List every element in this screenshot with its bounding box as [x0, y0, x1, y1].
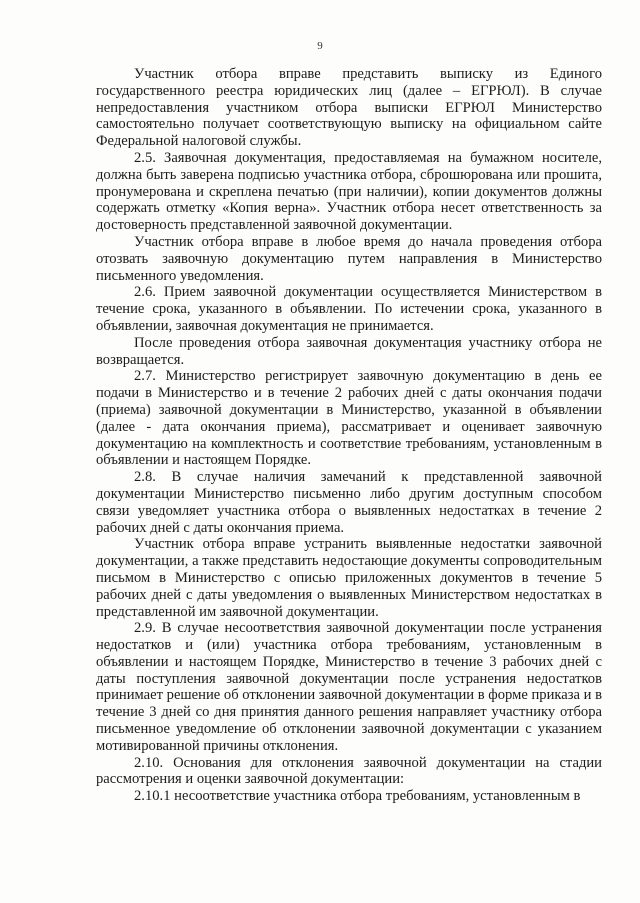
- paragraph-2-10: 2.10. Основания для отклонения заявочной документации на стадии рассмотрения и оценки заявочной документации:: [96, 754, 602, 788]
- paragraph-2-5: 2.5. Заявочная документация, предоставляемая на бумажном носителе, должна быть заверена подписью участника отбора, сброшюрована или прошита, пронумерована и скреплена печатью (при наличии), копии документов должны содержать отметку «Копия верна». Участник отбора несет ответственность за достоверность представленной заявочной документации.: [96, 149, 602, 234]
- page-number: 9: [317, 40, 323, 52]
- paragraph-egrul-extract: Участник отбора вправе представить выписку из Единого государственного реестра юридических лиц (далее – ЕГРЮЛ). В случае непредоставления участником отбора выписки ЕГРЮЛ Министерство самостоятельно получает соответствующую выписку на официальном сайте Федеральной налоговой службы.: [96, 66, 602, 150]
- document-body: [96, 66, 602, 805]
- paragraph-fix-deficiencies: Участник отбора вправе устранить выявленные недостатки заявочной документации, а также представить недостающие документы сопроводительным письмом в Министерство с описью приложенных документов в течение 5 рабочих дней с даты уведомления о выявленных Министерством недостатках в представленной им заявочной документации.: [96, 536, 602, 620]
- paragraph-2-7: 2.7. Министерство регистрирует заявочную документацию в день ее подачи в Министерство и в течение 2 рабочих дней с даты окончания подачи (приема) заявочной документации в Министерство, указанной в объявлении (далее - дата окончания приема), рассматривает и оценивает заявочную документацию на комплектность и соответствие требованиям, установленным в объявлении и настоящем Порядке.: [96, 368, 602, 469]
- paragraph-2-6: 2.6. Прием заявочной документации осуществляется Министерством в течение срока, указанного в объявлении. По истечении срока, указанного в объявлении, заявочная документация не принимается.: [96, 284, 602, 334]
- paragraph-not-returned: После проведения отбора заявочная документация участнику отбора не возвращается.: [96, 334, 602, 368]
- paragraph-2-8: 2.8. В случае наличия замечаний к представленной заявочной документации Министерство письменно либо другим доступным способом связи уведомляет участника отбора о выявленных недостатках в течение 2 рабочих дней с даты окончания приема.: [96, 469, 602, 536]
- paragraph-2-9: 2.9. В случае несоответствия заявочной документации после устранения недостатков и (или) участника отбора требованиям, установленным в объявлении и настоящем Порядке, Министерство в течение 3 рабочих дней с даты поступления заявочной документации после устранения недостатков принимает решение об отклонении заявочной документации в форме приказа и в течение 3 дней со дня принятия данного решения направляет участнику отбора письменное уведомление об отклонении заявочной документации с указанием мотивированной причины отклонения.: [96, 620, 602, 754]
- paragraph-withdraw: Участник отбора вправе в любое время до начала проведения отбора отозвать заявочную документацию путем направления в Министерство письменного уведомления.: [96, 233, 602, 284]
- paragraph-2-10-1: 2.10.1 несоответствие участника отбора требованиям, установленным в: [134, 788, 581, 805]
